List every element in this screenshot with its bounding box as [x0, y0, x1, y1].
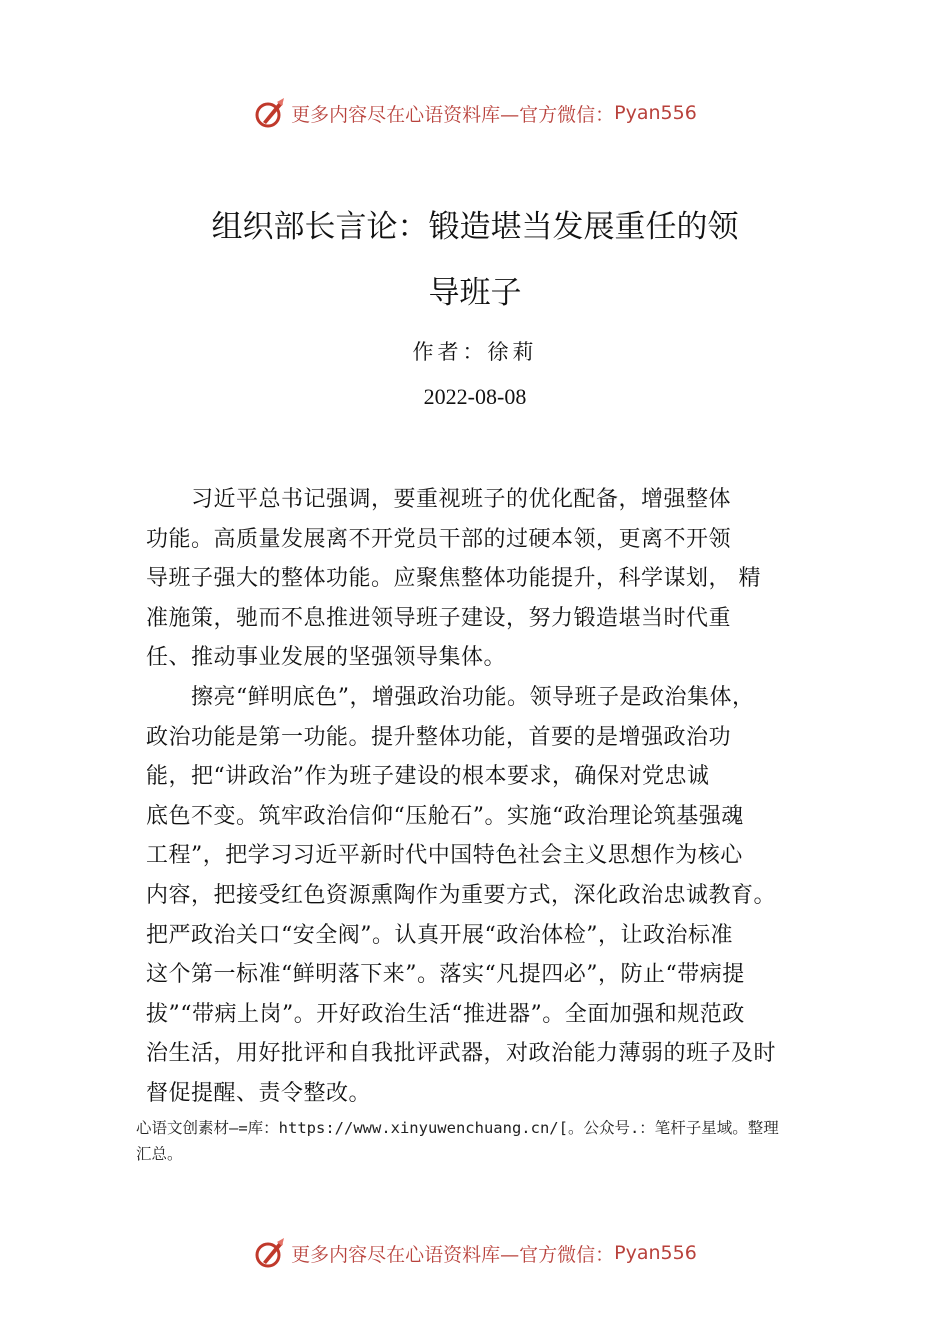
body-line: 习近平总书记强调，要重视班子的优化配备，增强整体: [146, 487, 732, 512]
body-line: 准施策，驰而不息推进领导班子建设，努力锻造堪当时代重: [146, 605, 732, 631]
body-line: 功能。高质量发展离不开党员干部的过硬本领，更离不开领: [146, 526, 732, 552]
body-line: 任、推动事业发展的坚强领导集体。: [146, 645, 507, 671]
article-body: [146, 480, 836, 1114]
body-line: 内容，把接受红色资源熏陶作为重要方式，深化政治忠诚教育。: [146, 882, 777, 908]
body-line: 督促提醒、责令整改。: [146, 1080, 372, 1106]
body-line: 这个第一标准“鲜明落下来”。落实“凡提四必”，防止“带病提: [146, 962, 745, 988]
title-line-1: 组织部长言论：锻造堪当发展重任的领: [211, 209, 739, 245]
body-line: 治生活，用好批评和自我批评武器，对政治能力薄弱的班子及时: [146, 1041, 777, 1067]
title-line-2: 导班子: [428, 275, 522, 311]
body-line: 底色不变。筑牢政治信仰“压舱石”。实施“政治理论筑基强魂: [146, 803, 744, 829]
body-line: 擦亮“鲜明底色”，增强政治功能。领导班子是政治集体，: [146, 684, 755, 710]
quill-logo-icon: [253, 1236, 287, 1270]
body-line: 把严政治关口“安全阀”。认真开展“政治体检”，让政治标准: [146, 922, 733, 948]
article-author: 作者：徐莉: [412, 340, 538, 364]
footer-banner: [0, 1236, 950, 1270]
banner-text: 更多内容尽在心语资料库—官方微信：: [291, 103, 615, 126]
banner-wechat-id: Pyan556: [614, 102, 697, 124]
banner-wechat-id: Pyan556: [614, 1242, 697, 1264]
body-line: 导班子强大的整体功能。应聚焦整体功能提升，科学谋划， 精: [146, 566, 761, 592]
body-line: 政治功能是第一功能。提升整体功能，首要的是增强政治功: [146, 724, 732, 750]
body-line: 拔”“带病上岗”。开好政治生活“推进器”。全面加强和规范政: [146, 1001, 745, 1027]
quill-logo-icon: [253, 96, 287, 130]
body-line: 工程”，把学习习近平新时代中国特色社会主义思想作为核心: [146, 843, 743, 869]
banner-text: 更多内容尽在心语资料库—官方微信：: [291, 1243, 615, 1266]
article-date: 2022-08-08: [423, 384, 527, 409]
header-banner: [0, 96, 950, 130]
footer-line-2: 汇总。: [136, 1145, 183, 1163]
body-line: 能，把“讲政治”作为班子建设的根本要求，确保对党忠诚: [146, 764, 710, 790]
source-footer: [136, 1115, 826, 1167]
footer-line-1: 心语文创素材—=库：https://www.xinyuwenchuang.cn/[。公众号.：笔杆子星域。整理: [136, 1119, 779, 1137]
article-title: [100, 194, 850, 326]
